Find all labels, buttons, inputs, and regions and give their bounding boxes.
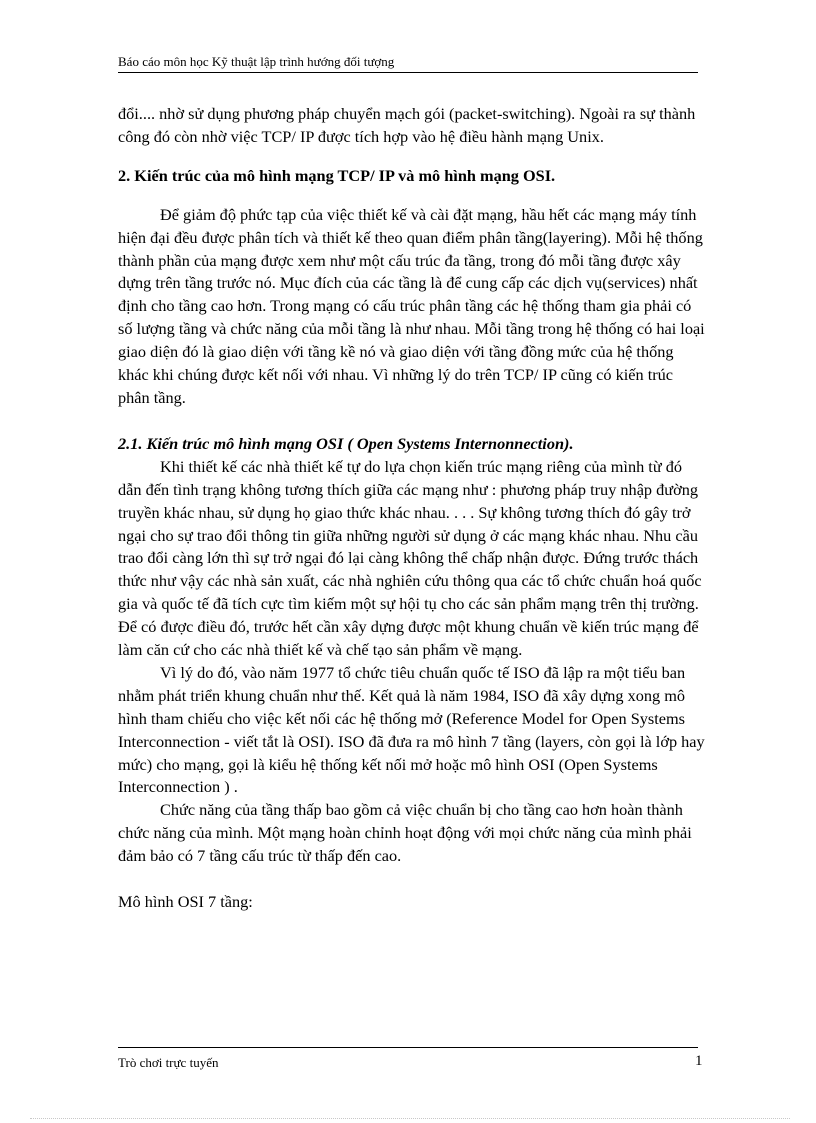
closing-line: Mô hình OSI 7 tầng:: [118, 892, 253, 912]
subsection-heading: 2.1. Kiến trúc mô hình mạng OSI ( Open Systems Internonnection).: [118, 433, 574, 453]
page-edge-divider: [30, 1118, 790, 1119]
intro-paragraph: đổi.... nhờ sử dụng phương pháp chuyển mạch gói (packet-switching). Ngoài ra sự thành công đó còn nhờ việc TCP/ IP được tích hợp vào hệ điều hành mạng Unix.: [118, 104, 696, 146]
subsection-paragraph-2: Vì lý do đó, vào năm 1977 tổ chức tiêu chuẩn quốc tế ISO đã lập ra một tiểu ban nhằm phát triển khung chuẩn như thế. Kết quả là năm 1984, ISO đã xây dựng xong mô hình tham chiếu cho việc kết nối các hệ thống mở (Reference Model for Open Systems Interconnection - viết tắt là OSI). ISO đã đưa ra mô hình 7 tầng (layers, còn gọi là lớp hay mức) cho mạng, gọi là kiểu hệ thống kết nối mở hoặc mô hình OSI (Open Systems Interconnection ) .: [118, 662, 705, 797]
footer-title: Trò chơi trực tuyến: [118, 1055, 219, 1070]
document-body: [118, 103, 708, 914]
page-header: [118, 54, 698, 73]
section-heading: 2. Kiến trúc của mô hình mạng TCP/ IP và mô hình mạng OSI.: [118, 165, 556, 185]
page-number: 1: [695, 1053, 703, 1069]
footer-divider: [118, 1047, 698, 1048]
subsection-paragraph-3: Chức năng của tầng thấp bao gồm cả việc chuẩn bị cho tầng cao hơn hoàn thành chức năng của mình. Một mạng hoàn chỉnh hoạt động với mọi chức năng của mình phải đảm bảo có 7 tầng cấu trúc từ thấp đến cao.: [118, 800, 692, 866]
section-paragraph: Để giảm độ phức tạp của việc thiết kế và cài đặt mạng, hầu hết các mạng máy tính hiện đại đều được phân tích và thiết kế theo quan điểm phân tầng(layering). Mỗi hệ thống thành phần của mạng được xem như một cấu trúc đa tầng, trong đó mỗi tầng được xây dựng trên tầng trước nó. Mục đích của các tầng là để cung cấp các dịch vụ(services) nhất định cho tầng cao hơn. Trong mạng có cấu trúc phân tầng các hệ thống tham gia phải có số lượng tầng và chức năng của mỗi tầng là như nhau. Mỗi tầng trong hệ thống có hai loại giao diện đó là giao diện với tầng kề nó và giao diện với tầng đồng mức của hệ thống khác khi chúng được kết nối với nhau. Vì những lý do trên TCP/ IP cũng có kiến trúc phân tầng.: [118, 204, 705, 407]
subsection-paragraph-1: Khi thiết kế các nhà thiết kế tự do lựa chọn kiến trúc mạng riêng của mình từ đó dẫn đến tình trạng không tương thích giữa các mạng như : phương pháp truy nhập đường truyền khác nhau, sử dụng họ giao thức khác nhau. . . . Sự không tương thích đó gây trở ngại cho sự trao đổi thông tin giữa những người sử dụng ở các mạng khác nhau. Nhu cầu trao đổi càng lớn thì sự trở ngại đó lại càng không thể chấp nhận được. Đứng trước thách thức như vậy các nhà sản xuất, các nhà nghiên cứu thông qua các tổ chức chuẩn hoá quốc gia và quốc tế đã tích cực tìm kiếm một sự hội tụ cho các sản phẩm mạng trên thị trường. Để có được điều đó, trước hết cần xây dựng được một khung chuẩn về kiến trúc mạng để làm căn cứ cho các nhà thiết kế và chế tạo sản phẩm về mạng.: [118, 456, 702, 660]
header-title: Báo cáo môn học Kỹ thuật lập trình hướng đối tượng: [118, 54, 395, 69]
